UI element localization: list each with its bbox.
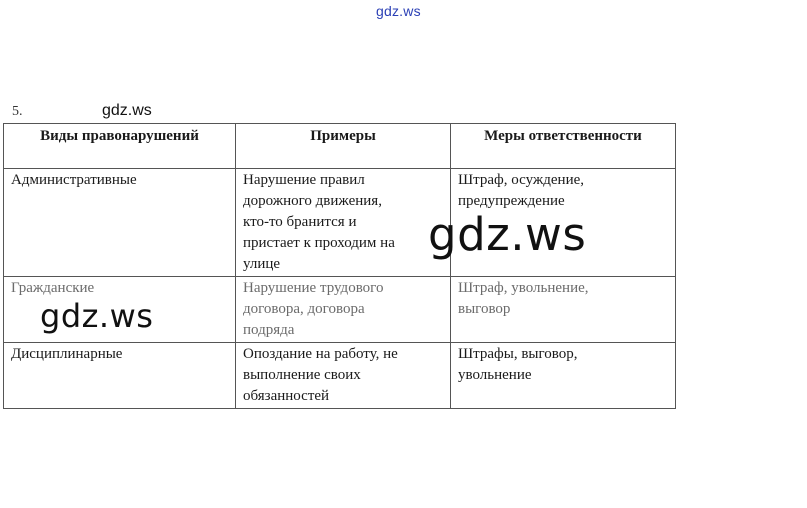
offenses-table xyxy=(3,123,676,409)
measures-cell: Штрафы, выговор, увольнение xyxy=(451,343,676,409)
watermark-top: gdz.ws xyxy=(376,3,421,19)
header-examples: Примеры xyxy=(236,124,451,169)
table-row xyxy=(4,343,676,409)
table-header-row xyxy=(4,124,676,169)
offense-type-cell: Дисциплинарные xyxy=(4,343,236,409)
examples-cell: Нарушение правил дорожного движения, кто-то бранится и пристает к проходим на улице xyxy=(236,169,451,277)
watermark-left: gdz.ws xyxy=(40,297,154,335)
header-offense-types: Виды правонарушений xyxy=(4,124,236,169)
measures-cell: Штраф, увольнение, выговор xyxy=(451,277,676,343)
measures-cell: Штраф, осуждение, предупреждение xyxy=(451,169,676,277)
examples-cell: Опоздание на работу, не выполнение своих обязанностей xyxy=(236,343,451,409)
watermark-center: gdz.ws xyxy=(428,208,587,261)
watermark-small: gdz.ws xyxy=(102,102,152,119)
task-number: 5. xyxy=(12,104,23,119)
examples-cell: Нарушение трудового договора, договора подряда xyxy=(236,277,451,343)
offense-type-cell: Гражданские xyxy=(4,277,236,343)
header-liability-measures: Меры ответственности xyxy=(451,124,676,169)
offense-type-cell: Административные xyxy=(4,169,236,277)
